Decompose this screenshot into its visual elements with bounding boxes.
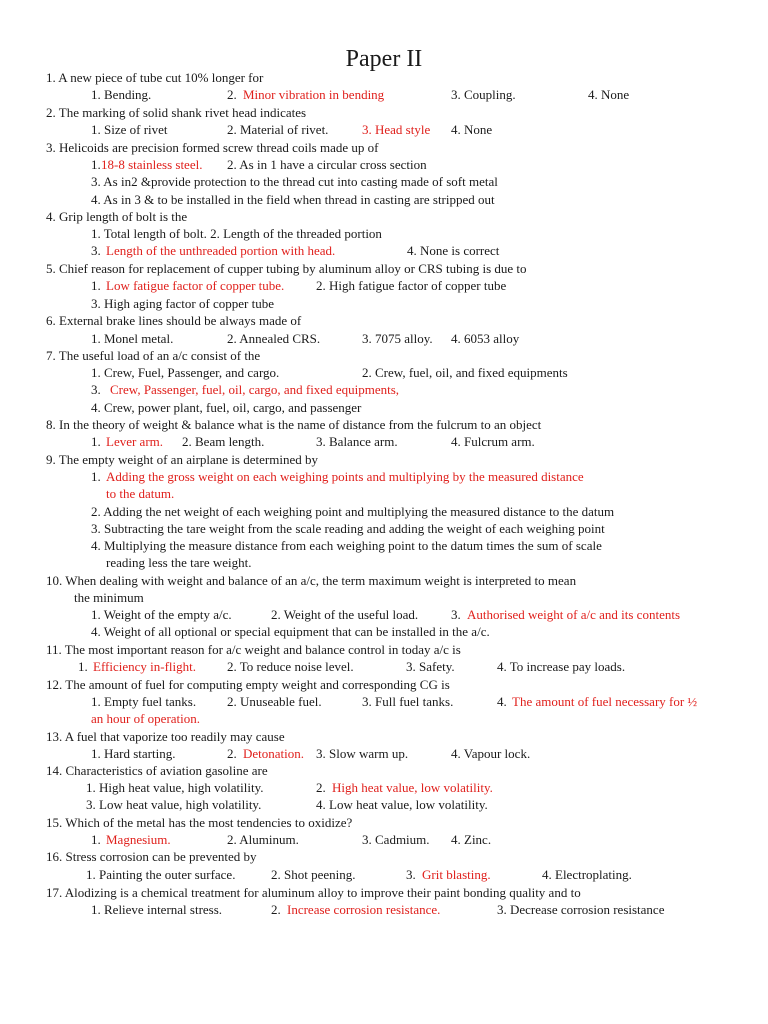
line-text: reading less the tare weight.: [106, 555, 252, 570]
line-text: 1.: [78, 659, 88, 674]
page-title: Paper II: [345, 46, 423, 72]
line-text: 2. Weight of the useful load.: [271, 607, 419, 622]
answer-text: 18-8 stainless steel.: [101, 157, 203, 172]
line-text: 3.: [451, 607, 461, 622]
line-text: 2.: [227, 87, 237, 102]
line-text: 1.: [91, 278, 101, 293]
line-text: 2. The marking of solid shank rivet head indicates: [46, 105, 307, 120]
line-text: 2.: [316, 780, 326, 795]
answer-text: Crew, Passenger, fuel, oil, cargo, and fixed equipments,: [110, 382, 400, 397]
line-text: 15. Which of the metal has the most tendencies to oxidize?: [46, 815, 353, 830]
line-text: 4. Multiplying the measure distance from each weighing point to the datum times the sum of scale: [91, 538, 602, 553]
line-text: 3. Low heat value, high volatility.: [86, 797, 262, 812]
line-text: 2. Annealed CRS.: [227, 331, 321, 346]
line-text: 1. High heat value, high volatility.: [86, 780, 264, 795]
answer-text: Grit blasting.: [422, 867, 491, 882]
line-text: the minimum: [74, 590, 144, 605]
line-text: 14. Characteristics of aviation gasoline are: [46, 763, 268, 778]
line-text: 4. 6053 alloy: [451, 331, 520, 346]
line-text: 1. Size of rivet: [91, 122, 168, 137]
answer-text: Minor vibration in bending: [243, 87, 385, 102]
line-text: 3. Subtracting the tare weight from the scale reading and adding the weight of each weighing point: [91, 521, 605, 536]
line-text: 2. To reduce noise level.: [227, 659, 354, 674]
answer-text: Length of the unthreaded portion with head.: [106, 243, 336, 258]
line-text: 3. Balance arm.: [316, 434, 398, 449]
line-text: 9. The empty weight of an airplane is determined by: [46, 452, 318, 467]
line-text: 3. As in2 &provide protection to the thread cut into casting made of soft metal: [91, 174, 498, 189]
line-text: 13. A fuel that vaporize too readily may cause: [46, 729, 285, 744]
line-text: 3. Safety.: [406, 659, 455, 674]
line-text: 11. The most important reason for a/c weight and balance control in today a/c is: [46, 642, 461, 657]
line-text: 2. Aluminum.: [227, 832, 299, 847]
line-text: 2. As in 1 have a circular cross section: [227, 157, 427, 172]
line-text: 2. High fatigue factor of copper tube: [316, 278, 507, 293]
line-text: 4. Low heat value, low volatility.: [316, 797, 488, 812]
line-text: 10. When dealing with weight and balance of an a/c, the term maximum weight is interpreted to mean: [46, 573, 577, 588]
answer-text: Low fatigue factor of copper tube.: [106, 278, 285, 293]
answer-text: High heat value, low volatility.: [332, 780, 493, 795]
line-text: 2. Material of rivet.: [227, 122, 329, 137]
line-text: 1. Crew, Fuel, Passenger, and cargo.: [91, 365, 280, 380]
line-text: 3. Helicoids are precision formed screw thread coils made up of: [46, 140, 379, 155]
answer-text: to the datum.: [106, 486, 175, 501]
line-text: 4. None is correct: [407, 243, 500, 258]
line-text: 1. Hard starting.: [91, 746, 176, 761]
line-text: 1. A new piece of tube cut 10% longer for: [46, 70, 264, 85]
line-text: 4. None: [451, 122, 493, 137]
line-text: 2. Unuseable fuel.: [227, 694, 322, 709]
line-text: 3. 7075 alloy.: [362, 331, 433, 346]
line-text: 4. None: [588, 87, 630, 102]
line-text: 3. Cadmium.: [362, 832, 430, 847]
answer-text: Efficiency in-flight.: [93, 659, 197, 674]
line-text: 5. Chief reason for replacement of cupper tubing by aluminum alloy or CRS tubing is due to: [46, 261, 527, 276]
line-text: 2. Shot peening.: [271, 867, 356, 882]
line-text: 1. Monel metal.: [91, 331, 174, 346]
line-text: 16. Stress corrosion can be prevented by: [46, 849, 257, 864]
line-text: 1. Painting the outer surface.: [86, 867, 236, 882]
answer-text: 3. Head style: [362, 122, 431, 137]
answer-text: The amount of fuel necessary for ½: [512, 694, 698, 709]
answer-text: Authorised weight of a/c and its contents: [467, 607, 681, 622]
line-text: 4. Vapour lock.: [451, 746, 531, 761]
line-text: 2. Beam length.: [182, 434, 265, 449]
line-text: 1.: [91, 434, 101, 449]
line-text: 8. In the theory of weight & balance what is the name of distance from the fulcrum to an object: [46, 417, 542, 432]
line-text: 3. Decrease corrosion resistance: [497, 902, 665, 917]
line-text: 1. Relieve internal stress.: [91, 902, 223, 917]
line-text: 1.: [91, 469, 101, 484]
line-text: 4. Electroplating.: [542, 867, 632, 882]
line-text: 2.: [227, 746, 237, 761]
line-text: 2. Adding the net weight of each weighing point and multiplying the measured distance to the datum: [91, 504, 615, 519]
line-text: 3. Coupling.: [451, 87, 516, 102]
line-text: 3.: [91, 243, 101, 258]
line-text: 1.: [91, 832, 101, 847]
line-text: 3. High aging factor of copper tube: [91, 296, 275, 311]
line-text: 1. Empty fuel tanks.: [91, 694, 197, 709]
line-text: 7. The useful load of an a/c consist of the: [46, 348, 261, 363]
line-text: 1. Weight of the empty a/c.: [91, 607, 232, 622]
answer-text: Adding the gross weight on each weighing points and multiplying by the measured distance: [106, 469, 584, 484]
line-text: 3.: [91, 382, 101, 397]
line-text: 4. Zinc.: [451, 832, 492, 847]
line-text: 12. The amount of fuel for computing empty weight and corresponding CG is: [46, 677, 450, 692]
line-text: 4. As in 3 & to be installed in the field when thread in casting are stripped out: [91, 192, 495, 207]
line-text: 2.: [271, 902, 281, 917]
answer-text: an hour of operation.: [91, 711, 201, 726]
line-text: 17. Alodizing is a chemical treatment for aluminum alloy to improve their paint bonding quality and to: [46, 885, 581, 900]
line-text: 3. Full fuel tanks.: [362, 694, 454, 709]
answer-text: Magnesium.: [106, 832, 171, 847]
answer-text: Increase corrosion resistance.: [287, 902, 441, 917]
line-text: 4. To increase pay loads.: [497, 659, 626, 674]
line-text: 3. Slow warm up.: [316, 746, 409, 761]
line-text: 4. Fulcrum arm.: [451, 434, 535, 449]
line-text: 1. Total length of bolt. 2. Length of the threaded portion: [91, 226, 382, 241]
line-text: 4. Weight of all optional or special equipment that can be installed in the a/c.: [91, 624, 490, 639]
line-text: 1.: [91, 157, 101, 172]
line-text: 4. Grip length of bolt is the: [46, 209, 188, 224]
line-text: 6. External brake lines should be always made of: [46, 313, 302, 328]
answer-text: Detonation.: [243, 746, 305, 761]
line-text: 4. Crew, power plant, fuel, oil, cargo, and passenger: [91, 400, 362, 415]
line-text: 1. Bending.: [91, 87, 152, 102]
line-text: 3.: [406, 867, 416, 882]
line-text: 4.: [497, 694, 507, 709]
line-text: 2. Crew, fuel, oil, and fixed equipments: [362, 365, 568, 380]
answer-text: Lever arm.: [106, 434, 164, 449]
